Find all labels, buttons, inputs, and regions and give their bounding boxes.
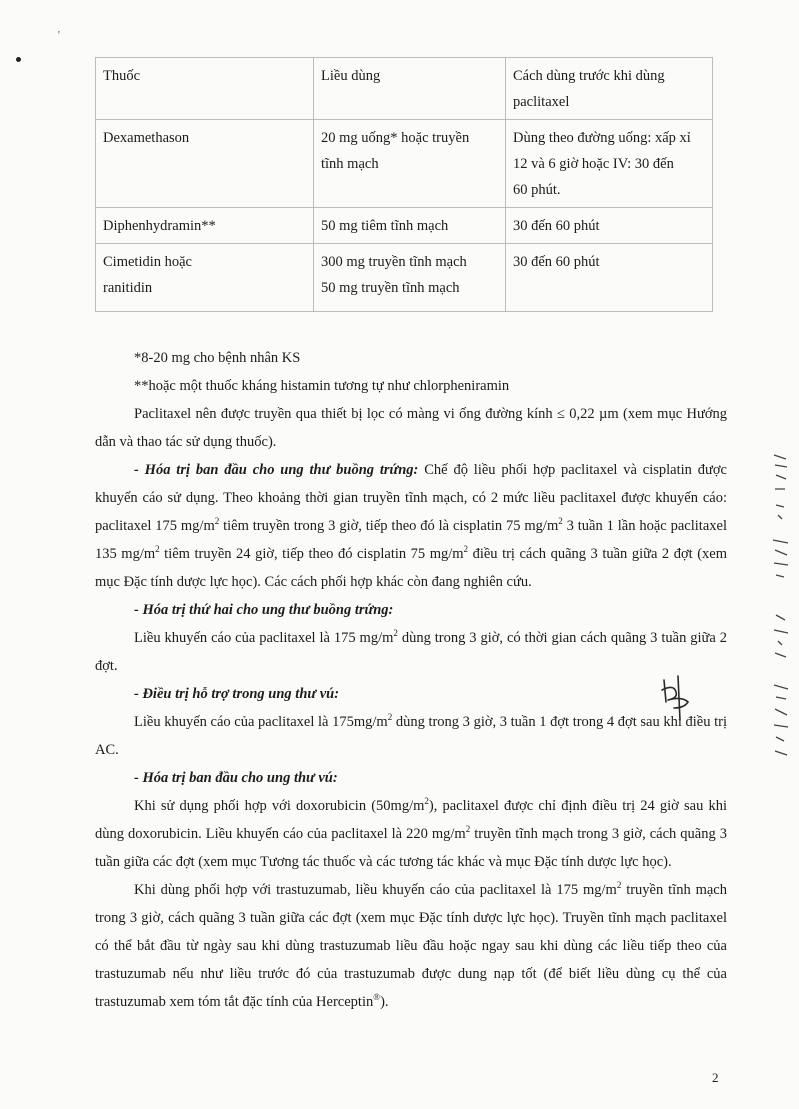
cell-line: 30 đến 60 phút — [513, 254, 600, 270]
text-run: điều trị cách quãng 3 tuần giữa 2 đợt (xem mục Đặc tính dược lực học). Các cách phối hợp khác còn đang nghiên cứu. — [95, 546, 727, 590]
footnote-1: *8-20 mg cho bệnh nhân KS — [134, 350, 301, 366]
cell-line: Dùng theo đường uống: xấp xỉ — [513, 130, 691, 146]
table-row — [96, 208, 713, 244]
cell-line: ranitidin — [103, 280, 153, 296]
cell-drug — [96, 208, 314, 244]
cell-line: Diphenhydramin** — [103, 218, 216, 234]
text-run: Chế độ liều phối hợp paclitaxel và cisplatin được khuyến cáo sử dụng. Theo khoảng thời gian truyền tĩnh mạch, có 2 mức liều paclitaxel được khuyến cáo: paclitaxel 175 mg/m — [95, 462, 727, 534]
text-run: ), paclitaxel được chỉ định điều trị 24 giờ sau khi dùng doxorubicin. Liều khuyến cáo của paclitaxel là 220 mg/m — [95, 798, 727, 842]
cell-dose — [314, 208, 506, 244]
initials-signature — [654, 672, 699, 722]
table-row — [96, 120, 713, 208]
section-heading: - Hóa trị ban đầu cho ung thư vú: — [134, 770, 338, 786]
cell-line: Cimetidin hoặc — [103, 254, 192, 270]
section-paragraph — [95, 792, 727, 876]
text-run: truyền tĩnh mạch trong 3 giờ, cách quãng 3 tuần giữa các đợt (xem mục Tương tác thuốc và các tương tác khác và mục Đặc tính dược lực học). — [95, 826, 728, 870]
cell-usage — [506, 120, 713, 208]
cell-drug — [96, 244, 314, 312]
section-heading: - Hóa trị thứ hai cho ung thư buồng trứng: — [134, 602, 394, 618]
header-dose — [314, 58, 506, 120]
header-drug-text: Thuốc — [103, 68, 141, 84]
cell-line: 20 mg uống* hoặc truyền — [321, 130, 470, 146]
section-paragraph — [95, 876, 727, 1016]
section-paragraph — [95, 708, 727, 764]
superscript: 2 — [214, 516, 220, 527]
superscript: 2 — [463, 544, 469, 555]
section-heading-second-line-ovarian — [95, 596, 727, 624]
text-run: tiêm truyền trong 3 giờ, tiếp theo đó là cisplatin 75 mg/m — [219, 518, 559, 534]
superscript: 2 — [465, 824, 471, 835]
scan-speck: ' — [58, 30, 60, 41]
cell-line: 50 mg truyền tĩnh mạch — [321, 280, 460, 296]
cell-line: tĩnh mạch — [321, 156, 379, 172]
section-heading: - Hóa trị ban đầu cho ung thư buồng trứng: — [134, 462, 419, 478]
text-run: Liều khuyến cáo của paclitaxel là 175 mg/m — [134, 630, 394, 646]
table-row — [96, 244, 713, 312]
premedication-table — [95, 57, 713, 312]
superscript: 2 — [387, 712, 393, 723]
cell-drug — [96, 120, 314, 208]
footnote-2: **hoặc một thuốc kháng histamin tương tự như chlorpheniramin — [134, 378, 510, 394]
text-run: tiêm truyền 24 giờ, tiếp theo đó cisplatin 75 mg/m — [159, 546, 464, 562]
cell-line: 60 phút. — [513, 182, 561, 198]
cell-dose — [314, 244, 506, 312]
text-run: Khi sử dụng phối hợp với doxorubicin (50mg/m — [134, 798, 425, 814]
cell-usage — [506, 244, 713, 312]
text-run: dùng trong 3 giờ, có thời gian cách quãng 3 tuần giữa 2 đợt. — [95, 630, 727, 674]
cell-usage — [506, 208, 713, 244]
margin-stamp-marks — [770, 445, 792, 765]
header-drug — [96, 58, 314, 120]
text-run: truyền tĩnh mạch trong 3 giờ, cách quãng 3 tuần giữa các đợt (xem mục Đặc tính dược lực học). Truyền tĩnh mạch paclitaxel có thể bắt đầu từ ngày sau khi dùng trastuzumab liều đầu hoặc ngay sau khi dùng các liều tiếp theo của trastuzumab nếu như liều trước đó của trastuzumab được dung nạp tốt (để biết liều dùng cụ thể của trastuzumab xem tóm tắt đặc tính của Herceptin — [95, 882, 727, 1010]
cell-dose — [314, 120, 506, 208]
superscript: 2 — [424, 796, 429, 807]
section-first-line-ovarian — [95, 456, 727, 596]
table-header-row — [96, 58, 713, 120]
body-text — [95, 344, 727, 1016]
superscript: 2 — [155, 544, 160, 555]
cell-line: 12 và 6 giờ hoặc IV: 30 đến — [513, 156, 674, 172]
cell-line: Dexamethason — [103, 130, 190, 146]
header-usage-line: Cách dùng trước khi dùng — [513, 68, 665, 84]
page-number: 2 — [712, 1070, 719, 1085]
cell-line: 50 mg tiêm tĩnh mạch — [321, 218, 449, 234]
section-heading: - Điều trị hỗ trợ trong ung thư vú: — [134, 686, 340, 702]
cell-line: 30 đến 60 phút — [513, 218, 600, 234]
header-dose-text: Liều dùng — [321, 68, 381, 84]
text-run: Khi dùng phối hợp với trastuzumab, liều khuyến cáo của paclitaxel là 175 mg/m — [134, 882, 617, 898]
section-heading-adjuvant-breast — [95, 680, 727, 708]
filter-paragraph: Paclitaxel nên được truyền qua thiết bị lọc có màng vi ống đường kính ≤ 0,22 µm (xem mục Hướng dẫn và thao tác sử dụng thuốc). — [95, 406, 727, 450]
text-run: 3 tuần 1 lần hoặc paclitaxel 135 mg/m — [95, 518, 727, 562]
section-heading-first-line-breast — [95, 764, 727, 792]
text-run: dùng trong 3 giờ, 3 tuần 1 đợt trong 4 đợt sau khi điều trị AC. — [95, 714, 727, 758]
superscript: ® — [373, 992, 381, 1003]
section-paragraph — [95, 624, 727, 680]
cell-line: 300 mg truyền tĩnh mạch — [321, 254, 467, 270]
superscript: 2 — [393, 628, 398, 639]
punch-hole-mark — [16, 57, 21, 62]
text-run: Liều khuyến cáo của paclitaxel là 175mg/m — [134, 714, 388, 730]
superscript: 2 — [616, 880, 622, 891]
header-usage — [506, 58, 713, 120]
text-run: ). — [380, 994, 389, 1010]
superscript: 2 — [558, 516, 563, 527]
header-usage-line: paclitaxel — [513, 94, 570, 110]
